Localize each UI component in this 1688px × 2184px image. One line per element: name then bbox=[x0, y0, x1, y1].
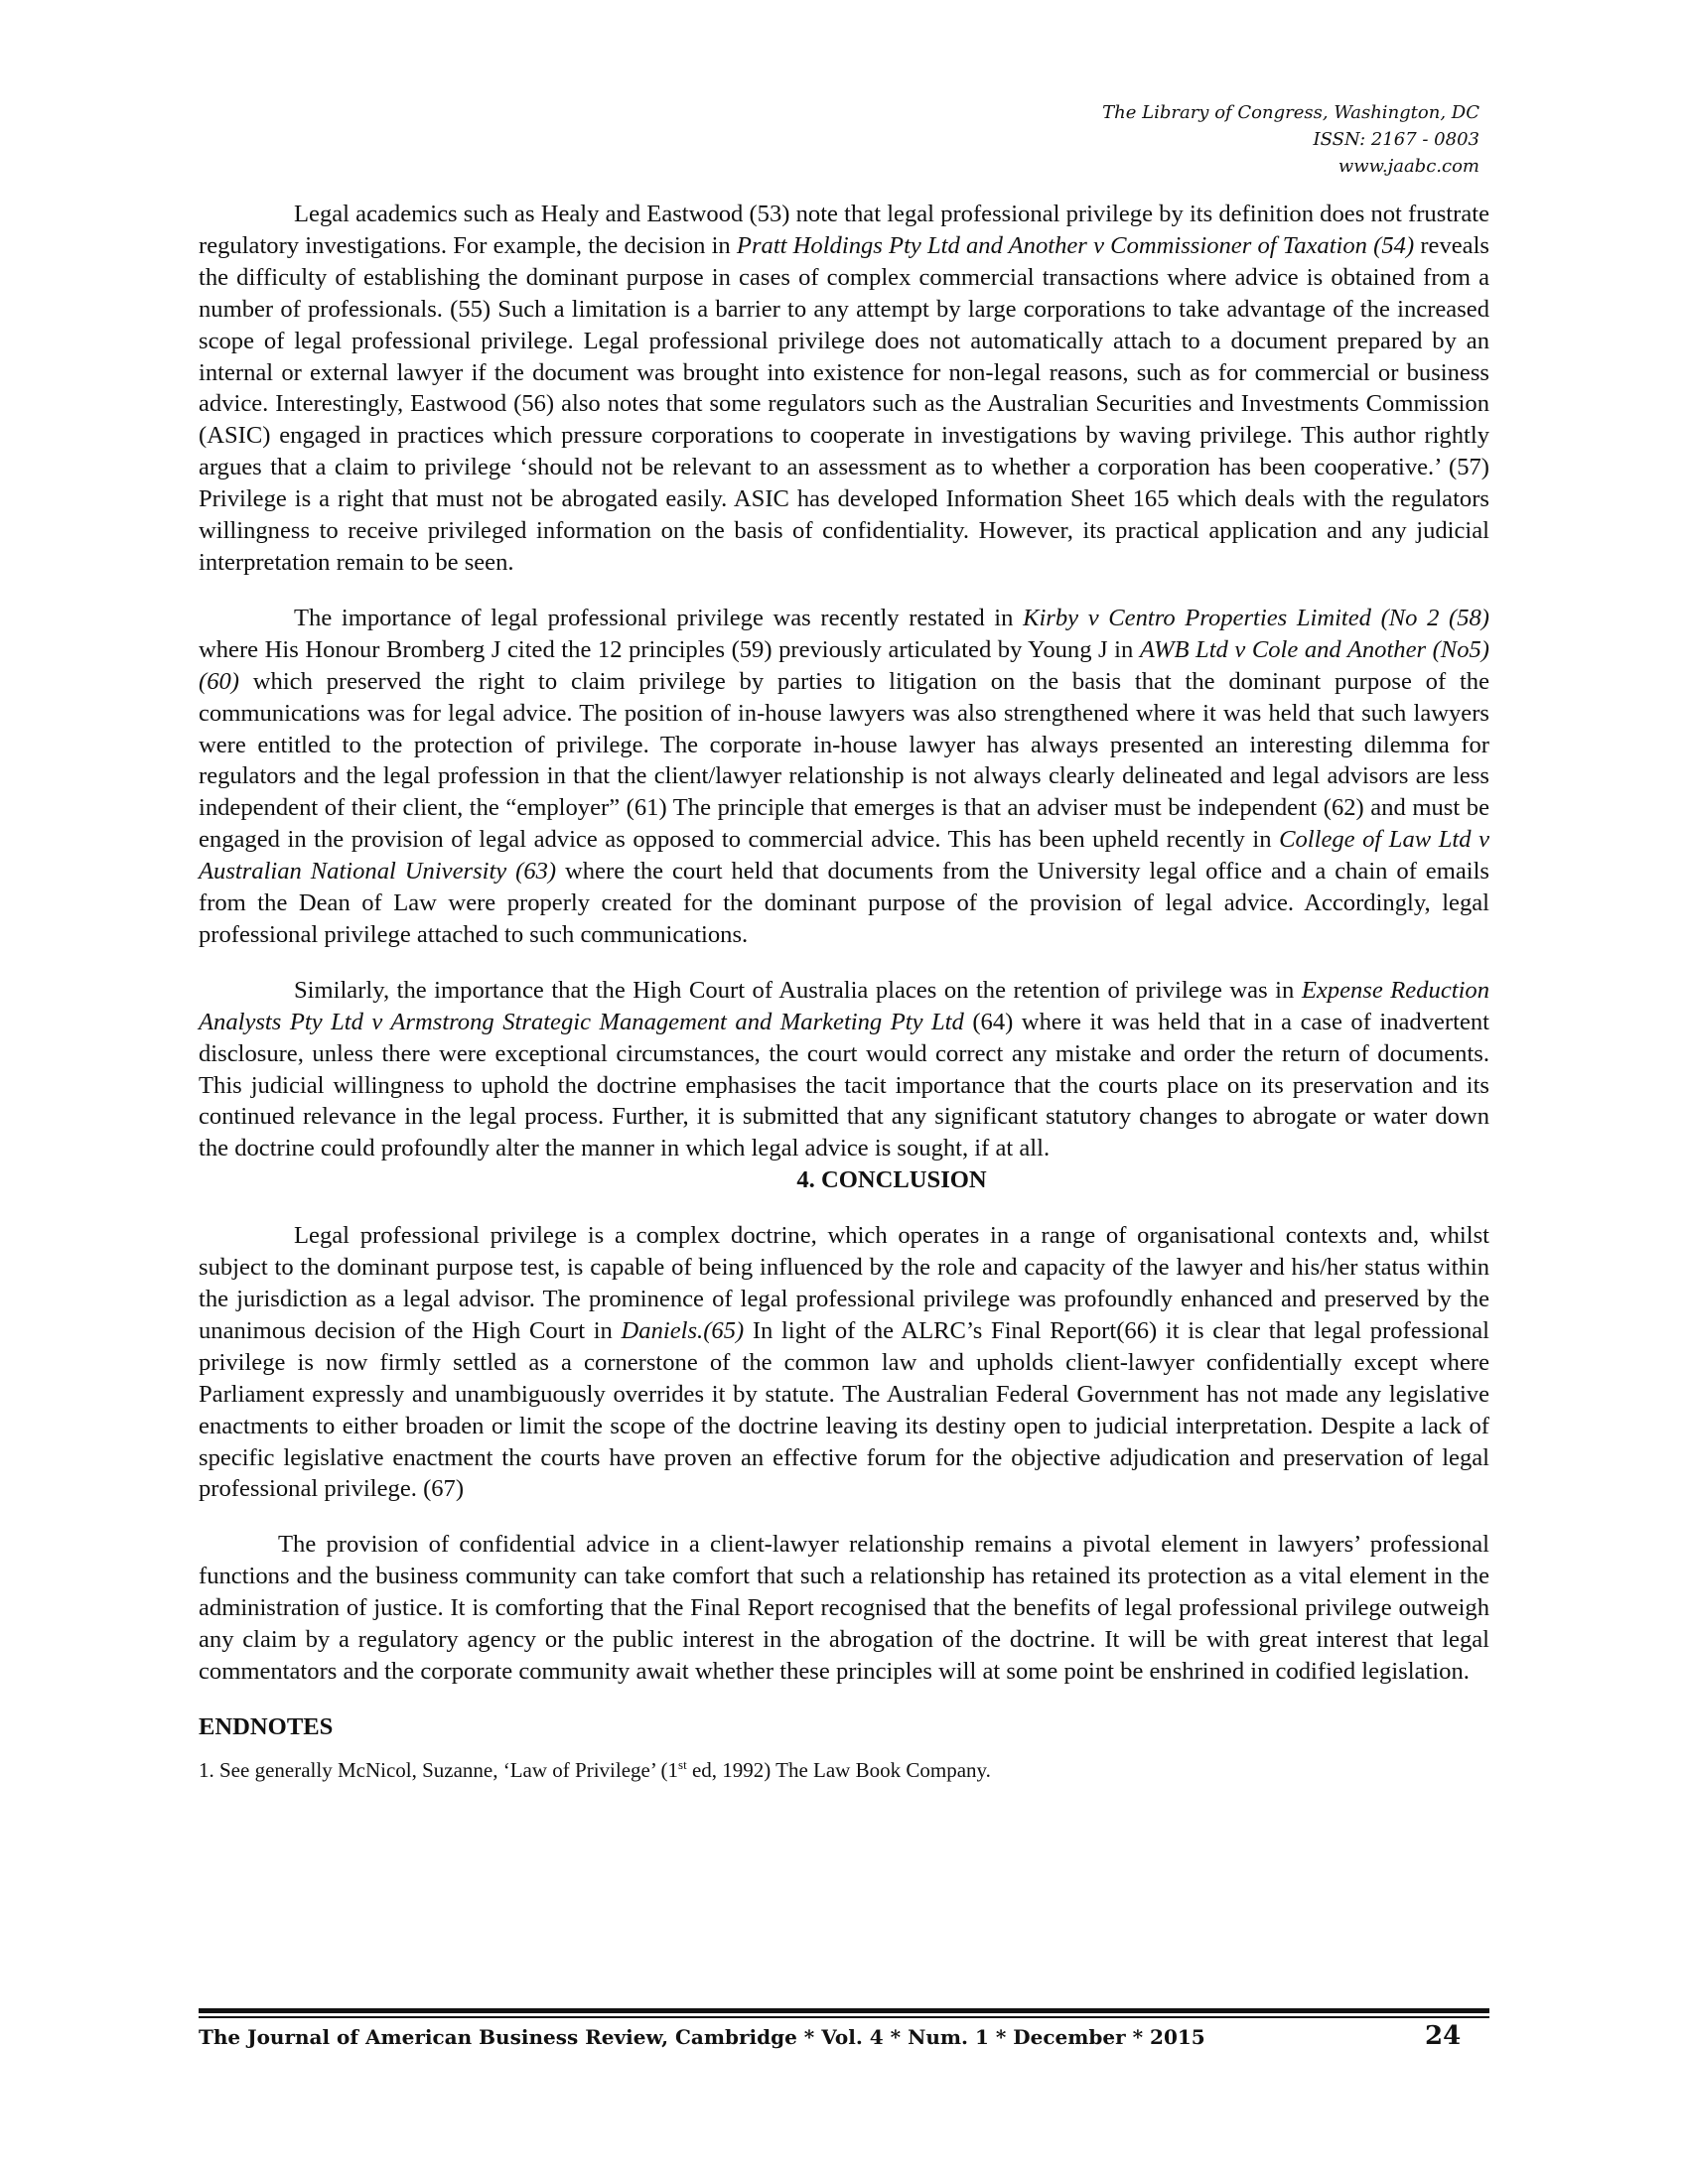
endnote-1-superscript: st bbox=[678, 1756, 687, 1772]
journal-header bbox=[1102, 99, 1479, 180]
case-citation-daniels: Daniels.(65) bbox=[621, 1316, 745, 1344]
footer-rule-thin bbox=[199, 2016, 1489, 2018]
header-issn: ISSN: 2167 - 0803 bbox=[1313, 129, 1479, 150]
paragraph-1-text-c: reveals the difficulty of establishing the dominant purpose in cases of complex commercial transactions where advice is obtained from a number of professionals. (55) Such a limitation is a barrier to any attempt by large corporations to take advantage of the increased scope of legal professional privilege. Legal professional privilege does not automatically attach to a document prepared by an internal or external lawyer if the document was brought into existence for non-legal reasons, such as for commercial or business advice. Interestingly, Eastwood (56) also notes that some regulators such as the Australian Securities and Investments Commission (ASIC) engaged in practices which pressure corporations to cooperate in investigations by waving privilege. This author rightly argues that a claim to privilege ‘should not be relevant to an assessment as to whether a corporation has been cooperative.’ (57) Privilege is a right that must not be abrogated easily. ASIC has developed Information Sheet 165 which deals with the regulators willingness to receive privileged information on the basis of confidentiality. However, its practical application and any judicial interpretation remain to be seen. bbox=[199, 231, 1489, 576]
case-citation-college-of-law: College of Law Ltd v Australian National University (63) bbox=[199, 826, 1489, 886]
case-citation-awb: AWB Ltd v Cole and Another (No5) (60) bbox=[199, 635, 1489, 695]
paragraph-3-text-c: (64) where it was held that in a case of inadvertent disclosure, unless there were exceptional circumstances, the court would correct any mistake and order the return of documents. This judicial willingness to uphold the doctrine emphasises the tacit importance that the courts place on its preservation and its continued relevance in the legal process. Further, it is submitted that any significant statutory changes to abrogate or water down the doctrine could profoundly alter the manner in which legal advice is sought, if at all. bbox=[199, 1008, 1490, 1162]
paragraph-5: The provision of confidential advice in a client-lawyer relationship remains a pivotal element in lawyers’ professional functions and the business community can take comfort that such a relationship has retained its protection as a vital element in the administration of justice. It is comforting that the Final Report recognised that the benefits of legal professional privilege outweigh any claim by a regulatory agency or the public interest in the abrogation of the doctrine. It will be with great interest that legal commentators and the corporate community await whether these principles will at some point be enshrined in codified legislation. bbox=[199, 1531, 1489, 1685]
paragraph-2 bbox=[199, 603, 1489, 951]
paragraph-2-text-e: which preserved the right to claim privilege by parties to litigation on the basis that the dominant purpose of the communications was for legal advice. The position of in-house lawyers was also strengthened where it was held that such lawyers were entitled to the protection of privilege. The corporate in-house lawyer has always presented an interesting dilemma for regulators and the legal profession in that the client/lawyer relationship is not always clearly delineated and legal advisors are less independent of their client, the “employer” (61) The principle that emerges is that an adviser must be independent (62) and must be engaged in the provision of legal advice as opposed to commercial advice. This has been upheld recently in bbox=[199, 667, 1489, 854]
footer-rule-thick bbox=[199, 2008, 1489, 2013]
endnote-1-text-a: 1. See generally McNicol, Suzanne, ‘Law of Privilege’ (1 bbox=[199, 1757, 679, 1782]
case-citation-expense-reduction: Expense Reduction Analysts Pty Ltd v Armstrong Strategic Management and Marketing Pty Ltd bbox=[199, 976, 1489, 1035]
case-citation-pratt: Pratt Holdings Pty Ltd and Another v Commissioner of Taxation (54) bbox=[736, 231, 1415, 259]
paragraph-3-text-a: Similarly, the importance that the High Court of Australia places on the retention of privilege was in bbox=[294, 976, 1302, 1004]
paragraph-2-text-c: where His Honour Bromberg J cited the 12 principles (59) previously articulated by Young J in bbox=[199, 635, 1140, 663]
journal-footer: The Journal of American Business Review, Cambridge * Vol. 4 * Num. 1 * December * 2015 bbox=[199, 2025, 1205, 2049]
endnote-1-text-b: ed, 1992) The Law Book Company. bbox=[686, 1757, 991, 1782]
endnotes-heading: ENDNOTES bbox=[199, 1712, 334, 1740]
header-library: The Library of Congress, Washington, DC bbox=[1102, 102, 1479, 123]
paragraph-1-text-a: Legal academics such as Healy and Eastwood (53) note that legal professional privilege by its definition does not frustrate regulatory investigations. For example, the decision in bbox=[199, 201, 1489, 259]
endnote-1 bbox=[199, 1751, 1489, 1784]
case-citation-kirby: Kirby v Centro Properties Limited (No 2 (58) bbox=[1023, 604, 1490, 631]
paragraph-4 bbox=[199, 1220, 1489, 1505]
paragraph-2-text-g: where the court held that documents from the University legal office and a chain of emails from the Dean of Law were properly created for the dominant purpose of the provision of legal advice. Accordingly, legal professional privilege attached to such communications. bbox=[199, 858, 1490, 948]
page-number: 24 bbox=[1425, 2021, 1462, 2051]
article-body bbox=[199, 199, 1489, 1808]
paragraph-1 bbox=[199, 199, 1489, 579]
section-heading-conclusion: 4. CONCLUSION bbox=[796, 1166, 987, 1194]
paragraph-2-text-a: The importance of legal professional privilege was recently restated in bbox=[294, 604, 1024, 631]
paragraph-4-text-c: In light of the ALRC’s Final Report(66) it is clear that legal professional privilege is now firmly settled as a cornerstone of the common law and upholds client-lawyer confidentially except where Parliament expressly and unambiguously overrides it by statute. The Australian Federal Government has not made any legislative enactments to either broaden or limit the scope of the doctrine leaving its destiny open to judicial interpretation. Despite a lack of specific legislative enactment the courts have proven an effective forum for the objective adjudication and preservation of legal professional privilege. (67) bbox=[199, 1316, 1489, 1503]
paragraph-4-text-a: Legal professional privilege is a complex doctrine, which operates in a range of organisational contexts and, whilst subject to the dominant purpose test, is capable of being influenced by the role and capacity of the lawyer and his/her status within the jurisdiction as a legal advisor. The prominence of legal professional privilege was profoundly enhanced and preserved by the unanimous decision of the High Court in bbox=[199, 1222, 1489, 1344]
paragraph-3 bbox=[199, 975, 1489, 1164]
header-website: www.jaabc.com bbox=[1337, 156, 1479, 177]
